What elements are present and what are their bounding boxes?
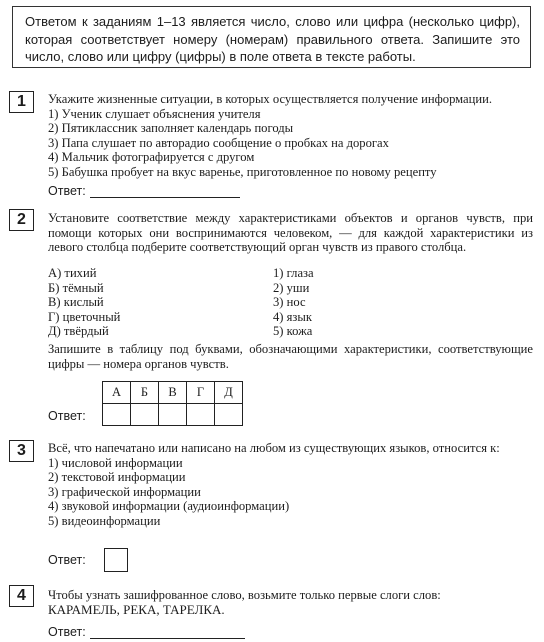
question-4-prompt: Чтобы узнать зашифрованное слово, возьмите только первые слоги слов: — [48, 588, 441, 602]
left-item-a: А) тихий — [48, 266, 97, 280]
question-3-option-2: 2) текстовой информации — [48, 470, 186, 484]
question-2-right-column — [273, 266, 314, 339]
answer-label: Ответ: — [48, 553, 86, 567]
answer-label: Ответ: — [48, 184, 86, 198]
question-number-1: 1 — [9, 91, 34, 113]
answer-label: Ответ: — [48, 625, 86, 639]
table-header-a: А — [103, 382, 131, 404]
instructions-box — [12, 6, 531, 68]
left-item-v: В) кислый — [48, 295, 104, 309]
question-2-left-column — [48, 266, 120, 339]
right-item-5: 5) кожа — [273, 324, 313, 338]
question-4-answer — [48, 625, 245, 639]
right-item-3: 3) нос — [273, 295, 306, 309]
table-header-g: Г — [187, 382, 215, 404]
right-item-1: 1) глаза — [273, 266, 314, 280]
left-item-d: Д) твёрдый — [48, 324, 109, 338]
table-instruction-text: Запишите в таблицу под буквами, обозначающими характеристики, соответствующие цифры — номера органов чувств. — [48, 342, 533, 371]
question-1-option-2: 2) Пятиклассник заполняет календарь погоды — [48, 121, 294, 135]
table-cell-d[interactable] — [215, 404, 243, 426]
question-2-prompt-text: Установите соответствие между характеристиками объектов и органов чувств, при помощи которых они воспринимаются человеком, — для каждой характеристики из левого столбца подберите соответствующий орган чувств из правого столбца. — [48, 211, 533, 254]
table-cell-g[interactable] — [187, 404, 215, 426]
question-3-answer — [48, 553, 86, 567]
question-2-table-instruction — [48, 342, 533, 371]
question-2-prompt — [48, 211, 533, 255]
question-1-prompt: Укажите жизненные ситуации, в которых осуществляется получение информации. — [48, 92, 493, 106]
question-1-option-1: 1) Ученик слушает объяснения учителя — [48, 106, 261, 121]
question-1-option-4: 4) Мальчик фотографируется с другом — [48, 150, 255, 164]
right-item-4: 4) язык — [273, 309, 312, 324]
question-1-option-3: 3) Папа слушает по авторадио сообщение о пробках на дорогах — [48, 135, 389, 150]
question-2-answer — [48, 409, 86, 423]
table-header-b: Б — [131, 382, 159, 404]
instructions-text: Ответом к заданиям 1–13 является число, слово или цифра (несколько цифр), которая соответствует номеру (номерам) правильного ответа. Запишите это число, слово или цифру (цифры) в поле ответа в тексте работы. — [25, 14, 520, 64]
table-cell-a[interactable] — [103, 404, 131, 426]
question-3-prompt: Всё, что напечатано или написано на любом из существующих языков, относится к: — [48, 441, 500, 455]
table-cell-b[interactable] — [131, 404, 159, 426]
question-1-option-5: 5) Бабушка пробует на вкус варенье, приготовленное по новому рецепту — [48, 164, 437, 179]
question-number-4: 4 — [9, 585, 34, 607]
question-3-option-1: 1) числовой информации — [48, 455, 183, 470]
left-item-b: Б) тёмный — [48, 280, 104, 295]
question-number-2: 2 — [9, 209, 34, 231]
table-header-d: Д — [215, 382, 243, 404]
question-3-answer-box[interactable] — [104, 548, 128, 572]
table-header-v: В — [159, 382, 187, 404]
question-3-option-5: 5) видеоинформации — [48, 513, 161, 528]
question-3 — [48, 441, 533, 528]
answer-field[interactable] — [90, 626, 245, 639]
answer-label: Ответ: — [48, 409, 86, 423]
question-1 — [48, 92, 533, 179]
question-4 — [48, 588, 533, 617]
question-3-option-4: 4) звуковой информации (аудиоинформации) — [48, 499, 290, 513]
table-cell-v[interactable] — [159, 404, 187, 426]
question-number-3: 3 — [9, 440, 34, 462]
question-2-answer-table — [102, 381, 243, 426]
answer-field[interactable] — [90, 185, 240, 198]
question-4-words: КАРАМЕЛЬ, РЕКА, ТАРЕЛКА. — [48, 601, 225, 617]
left-item-g: Г) цветочный — [48, 309, 121, 324]
right-item-2: 2) уши — [273, 280, 310, 295]
question-3-option-3: 3) графической информации — [48, 484, 201, 499]
question-1-answer — [48, 184, 240, 198]
